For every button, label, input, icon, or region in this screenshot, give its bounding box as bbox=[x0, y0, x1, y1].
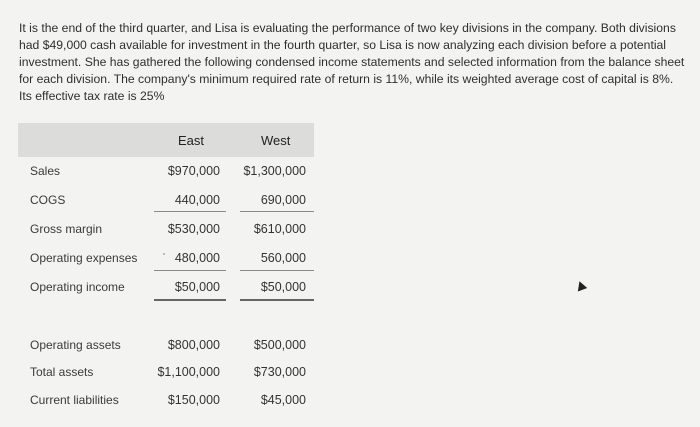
west-cogs-value: 690,000 bbox=[260, 193, 306, 207]
division-data-table bbox=[18, 0, 678, 427]
row-label-operating-expenses: Operating expenses bbox=[30, 251, 138, 265]
west-operating-assets-value: $500,000 bbox=[253, 338, 306, 352]
west-cogs-underline bbox=[240, 211, 314, 212]
column-header-east: East bbox=[178, 133, 205, 148]
east-cogs-underline bbox=[154, 211, 226, 212]
east-sales-value: $970,000 bbox=[167, 164, 220, 178]
east-gross-margin-value: $530,000 bbox=[167, 222, 220, 236]
east-operating-income-value: $50,000 bbox=[174, 280, 220, 294]
east-cogs-value: 440,000 bbox=[174, 193, 220, 207]
east-operating-income-double-rule bbox=[154, 299, 226, 301]
west-sales-value: $1,300,000 bbox=[243, 164, 306, 178]
east-total-assets-value: $1,100,000 bbox=[157, 365, 220, 379]
west-operating-income-value: $50,000 bbox=[260, 280, 306, 294]
east-opex-underline bbox=[154, 270, 226, 271]
west-operating-expenses-value: 560,000 bbox=[260, 251, 306, 265]
east-current-liabilities-value: $150,000 bbox=[167, 393, 220, 407]
west-gross-margin-value: $610,000 bbox=[253, 222, 306, 236]
west-total-assets-value: $730,000 bbox=[253, 365, 306, 379]
row-label-total-assets: Total assets bbox=[30, 365, 94, 379]
west-opex-underline bbox=[240, 270, 314, 271]
problem-intro-text: It is the end of the third quarter, and Lisa is evaluating the performance of two key divisions in the company. Both divisions had $49,000 cash available for investment in the fourth quarter, so Lisa is now analyzing each division before a potential investment. She has gathered the following condensed income statements and selected information from the balance sheet for each division. The company's minimum required rate of return is 11%, while its weighted average cost of capital is 8%. Its effective tax rate is 25% bbox=[19, 21, 685, 104]
east-operating-assets-value: $800,000 bbox=[167, 338, 220, 352]
row-label-current-liabilities: Current liabilities bbox=[30, 393, 119, 407]
row-label-operating-assets: Operating assets bbox=[30, 338, 121, 352]
west-operating-income-double-rule bbox=[240, 299, 314, 301]
west-current-liabilities-value: $45,000 bbox=[260, 393, 306, 407]
row-label-cogs: COGS bbox=[30, 193, 66, 207]
row-label-sales: Sales bbox=[30, 164, 61, 178]
column-header-west: West bbox=[261, 133, 291, 148]
row-label-gross-margin: Gross margin bbox=[30, 222, 103, 236]
east-operating-expenses-value: 480,000 bbox=[174, 251, 220, 265]
row-label-operating-income: Operating income bbox=[30, 280, 125, 294]
